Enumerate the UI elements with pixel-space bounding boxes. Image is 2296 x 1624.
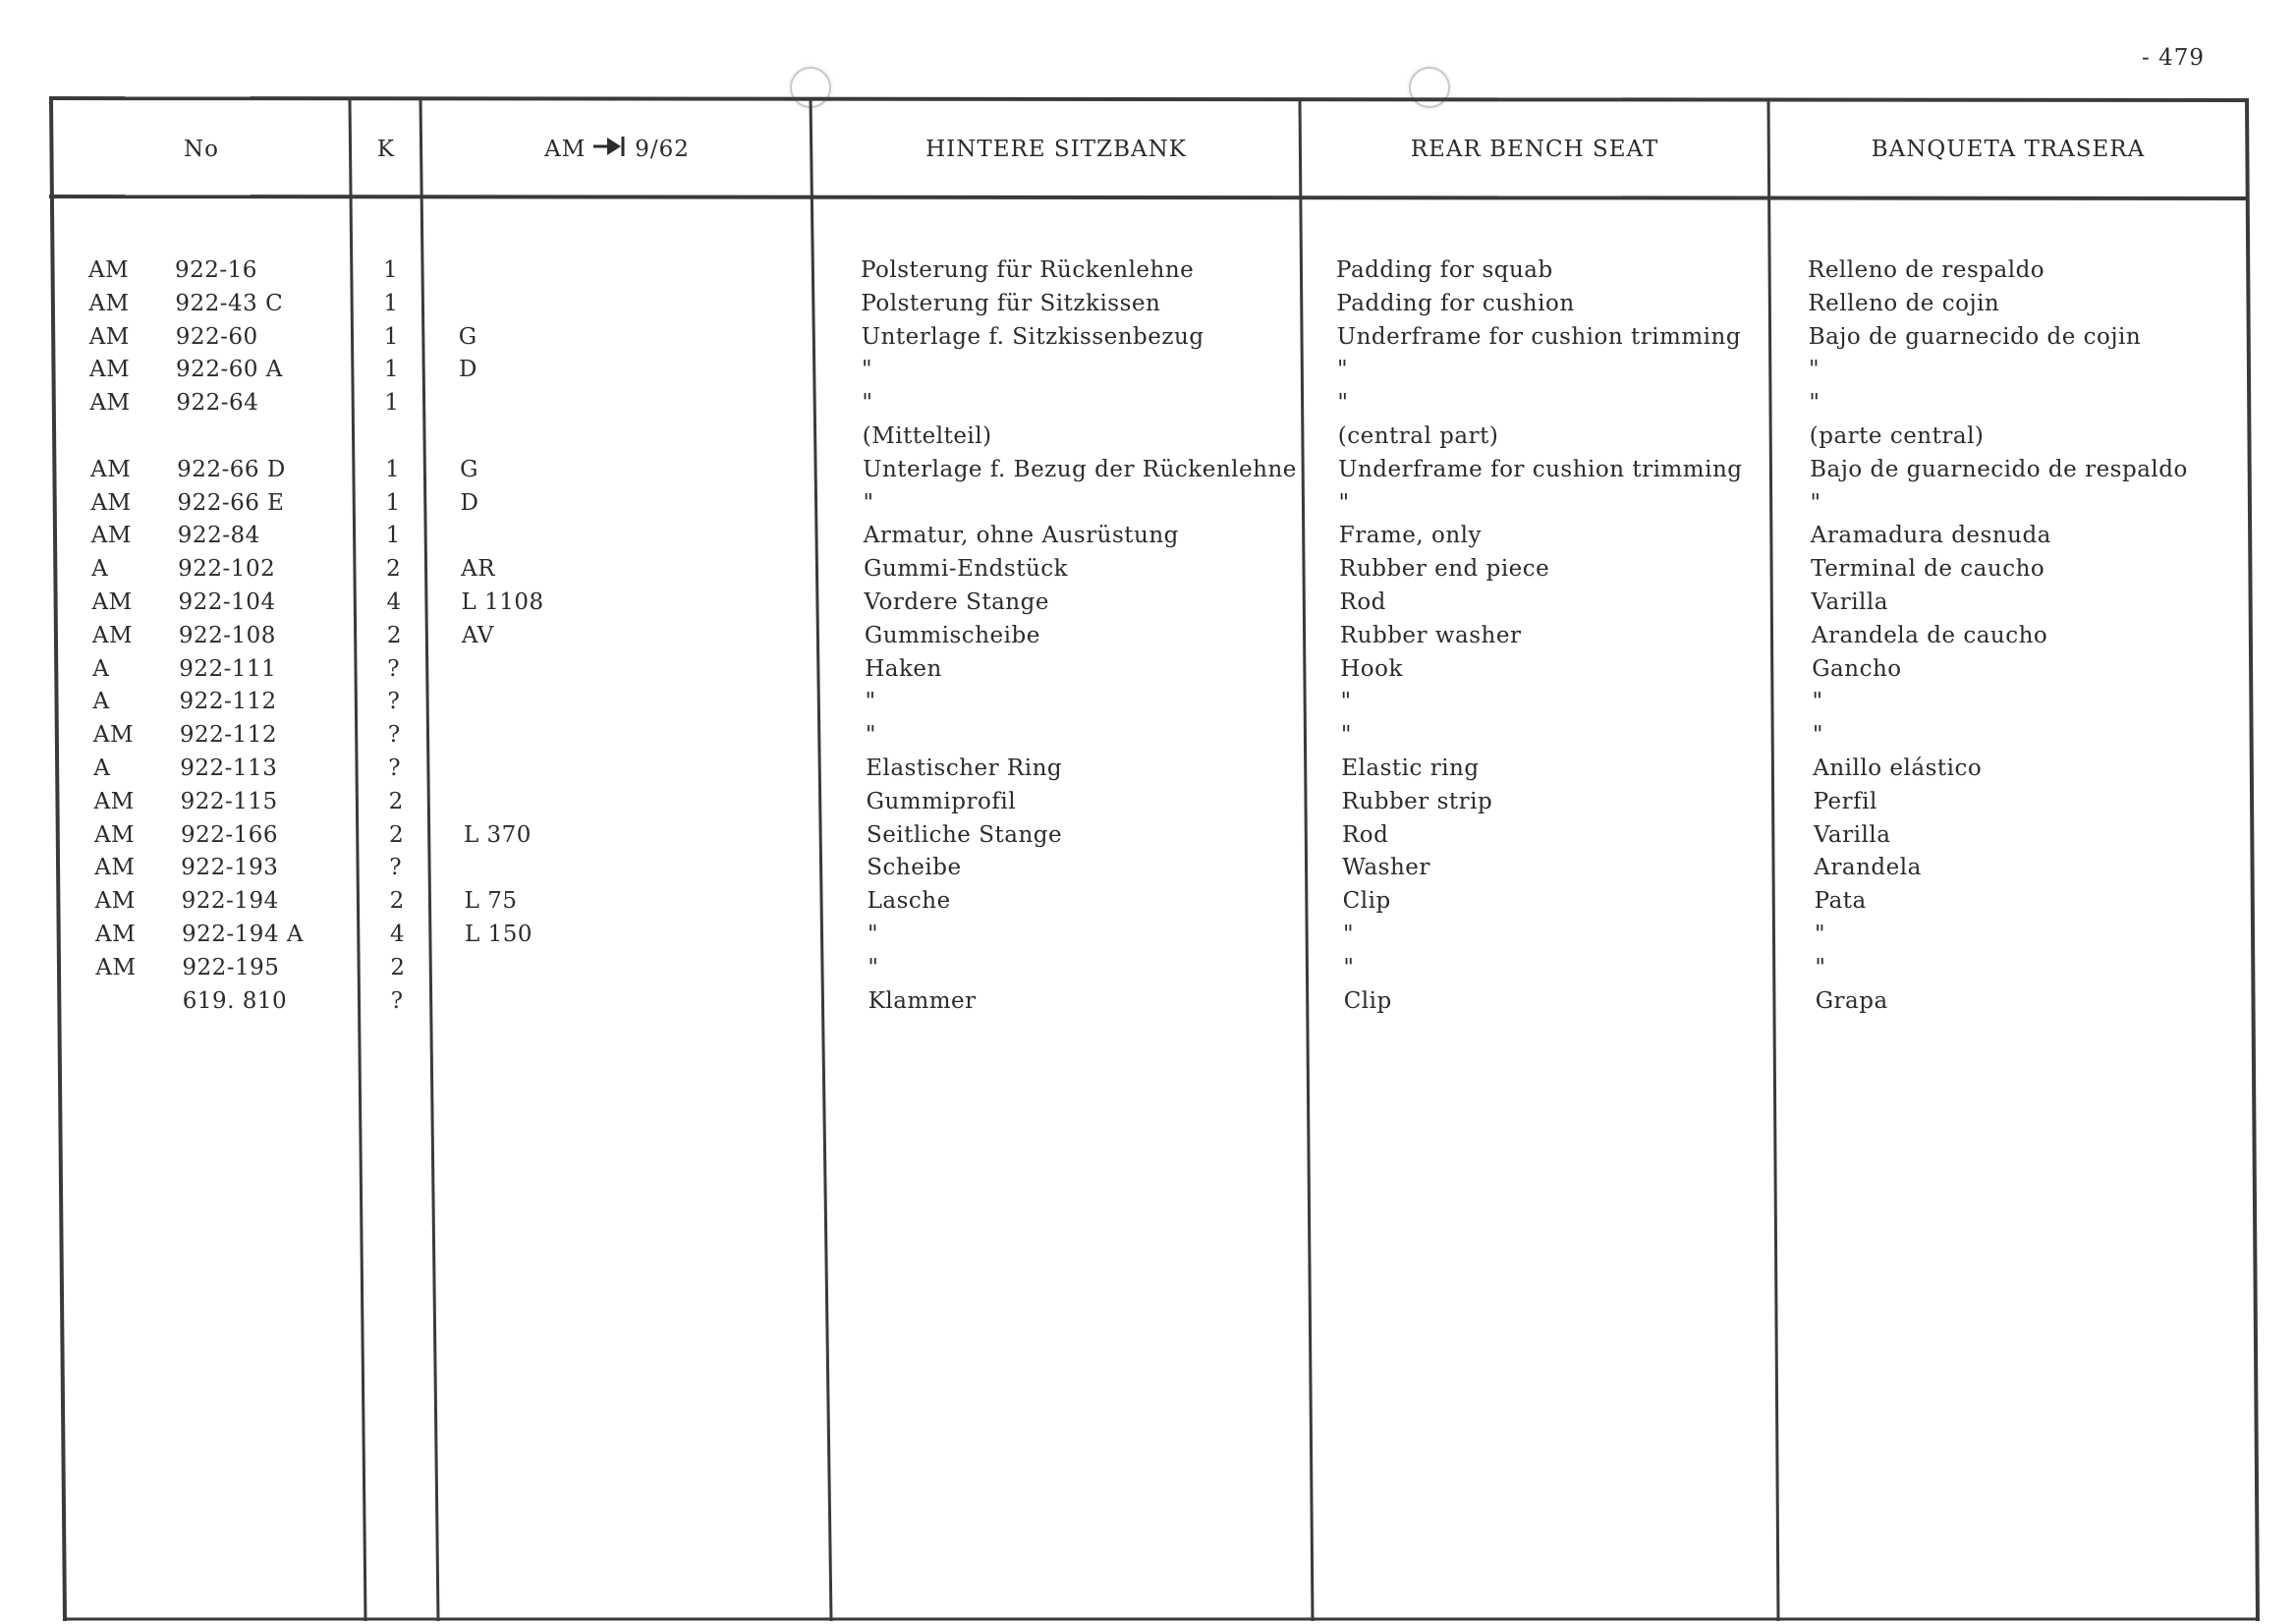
row-am-code: D [459,357,477,383]
row-prefix: AM [90,523,132,549]
row-part-number: 922-194 [181,888,279,915]
row-part-number: 922-195 [182,954,280,980]
row-spanish: Arandela [1814,855,1922,881]
row-english: " [1340,689,1352,715]
row-prefix: A [92,689,110,715]
row-part-number: 619. 810 [182,987,288,1014]
row-german: " [868,954,879,980]
row-prefix: AM [91,622,134,648]
row-quantity: ? [389,855,403,881]
row-spanish: " [1815,954,1826,980]
row-part-number: 922-166 [180,821,279,848]
row-am-code: AV [461,622,494,648]
row-spanish: " [1809,390,1820,417]
row-english: Underframe for cushion trimming [1336,323,1742,350]
row-german: Seitliche Stange [866,821,1063,848]
row-part-number: 922-112 [179,722,277,749]
row-prefix: A [92,655,110,682]
row-german: Klammer [868,987,977,1014]
row-part-number: 922-112 [179,689,277,715]
row-german: Polsterung für Rückenlehne [861,257,1195,283]
row-german: Polsterung für Sitzkissen [861,290,1161,316]
row-quantity: 1 [384,357,400,383]
row-english: " [1337,390,1349,417]
row-part-number: 922-113 [180,756,278,781]
row-quantity: 2 [386,622,402,648]
row-german: Lasche [867,888,951,915]
row-spanish: Aramadura desnuda [1810,523,2051,549]
row-part-number: 922-60 [175,323,258,350]
row-english: Elastic ring [1341,756,1480,781]
row-prefix: AM [95,954,137,980]
row-part-number: 922-84 [177,523,260,549]
row-english: Frame, only [1338,523,1483,549]
row-am-code: AR [461,556,496,583]
row-am-code: D [460,489,479,516]
row-spanish: Perfil [1813,788,1877,814]
row-english: Rubber end piece [1339,556,1550,583]
row-german: Gummischeibe [864,622,1040,648]
row-prefix: AM [89,390,131,417]
row-quantity: 4 [386,589,402,615]
row-part-number: 922-115 [180,788,278,814]
row-spanish: " [1812,689,1823,715]
header-k: K [376,137,396,162]
row-german: " [868,922,879,947]
row-part-number: 922-43 C [175,290,284,316]
row-quantity: ? [388,756,402,781]
row-part-number: 922-194 A [182,922,304,947]
row-spanish: " [1810,489,1821,516]
row-german: Gummi-Endstück [864,556,1069,583]
arrow-to-bar-icon [591,135,629,164]
row-quantity: 1 [384,390,400,417]
row-english: Padding for squab [1336,257,1553,283]
row-prefix: AM [93,788,135,814]
row-part-number: 922-102 [178,556,276,583]
row-spanish: (parte central) [1809,423,1985,449]
row-am-code: L 1108 [461,589,544,615]
header-am [422,98,812,200]
row-part-number: 922-64 [176,390,259,417]
row-quantity: 2 [388,788,404,814]
row-prefix: AM [95,922,137,947]
row-prefix: A [91,556,109,583]
header-english: REAR BENCH SEAT [1410,137,1659,162]
row-english: Padding for cushion [1336,290,1575,316]
row-quantity: 1 [383,290,399,316]
row-spanish: Bajo de guarnecido de cojin [1808,323,2142,350]
row-spanish: Pata [1814,888,1867,915]
row-german: Vordere Stange [864,589,1049,615]
row-prefix: AM [91,589,133,615]
row-am-code: L 370 [463,821,532,848]
row-quantity: 1 [383,323,399,350]
row-english: Rod [1339,589,1386,615]
header-german: HINTERE SITZBANK [925,137,1187,162]
row-spanish: " [1815,922,1826,947]
row-quantity: 2 [390,954,406,980]
row-spanish: " [1812,722,1823,749]
row-prefix: AM [88,290,130,316]
row-quantity: ? [387,655,401,682]
row-quantity: 1 [385,523,401,549]
row-am-code: L 150 [465,922,532,947]
row-spanish: Gancho [1812,655,1902,682]
row-spanish: Relleno de respaldo [1808,257,2045,283]
row-am-code: L 75 [464,888,518,915]
row-quantity: 2 [389,888,405,915]
row-spanish: Grapa [1815,987,1888,1014]
row-english: Rubber strip [1341,788,1493,814]
row-german: Unterlage f. Bezug der Rückenlehne [863,456,1297,482]
row-quantity: ? [387,689,401,715]
row-prefix: AM [93,821,136,848]
row-german: " [865,689,876,715]
row-english: Clip [1343,987,1392,1014]
row-german: " [863,489,874,516]
row-part-number: 922-108 [178,622,276,648]
row-german: " [862,357,873,383]
row-english: Hook [1340,655,1403,682]
row-english: Rod [1341,821,1389,848]
row-german: Gummiprofil [866,788,1017,814]
row-english: Washer [1342,855,1430,881]
row-german: Scheibe [867,855,962,881]
row-spanish: Bajo de guarnecido de respaldo [1810,456,2188,482]
header-am-suffix: 9/62 [635,137,690,162]
row-english: " [1343,922,1355,947]
row-prefix: AM [90,489,132,516]
row-prefix: AM [88,323,130,350]
row-spanish: Anillo elástico [1813,756,1983,781]
row-quantity: 2 [388,821,405,848]
row-part-number: 922-60 A [176,357,283,383]
row-prefix: A [93,756,111,781]
row-part-number: 922-16 [175,257,257,283]
row-part-number: 922-66 E [177,489,285,516]
header-am-prefix: AM [544,137,587,162]
row-german: (Mittelteil) [862,423,992,449]
row-english: Rubber washer [1339,622,1522,648]
row-spanish: Relleno de cojin [1808,290,2000,316]
row-prefix: AM [94,888,136,915]
row-part-number: 922-193 [181,855,279,881]
row-german: Elastischer Ring [866,756,1063,781]
header-no: No [184,137,219,162]
row-english: Clip [1342,888,1391,915]
row-german: " [865,722,876,749]
row-german: Armatur, ohne Ausrüstung [863,523,1179,549]
row-part-number: 922-111 [179,655,277,682]
row-part-number: 922-66 D [177,456,286,482]
row-english: " [1337,357,1349,383]
row-spanish: Varilla [1813,821,1891,848]
header-spanish: BANQUETA TRASERA [1871,137,2146,162]
row-german: Unterlage f. Sitzkissenbezug [861,323,1204,350]
row-am-code: G [460,456,478,482]
row-quantity: 1 [385,489,401,516]
row-quantity: ? [387,722,401,749]
page-number: - 479 [2142,45,2205,71]
row-english: Underframe for cushion trimming [1338,456,1743,482]
row-quantity: 4 [390,922,406,947]
row-prefix: AM [94,855,136,881]
row-prefix: AM [92,722,135,749]
row-english: " [1343,954,1355,980]
row-english: " [1340,722,1352,749]
row-quantity: 1 [385,456,401,482]
row-spanish: Arandela de caucho [1811,622,2048,648]
row-am-code: G [458,323,477,350]
row-english: " [1338,489,1350,516]
row-quantity: ? [390,987,404,1014]
row-spanish: " [1809,357,1820,383]
row-spanish: Varilla [1811,589,1888,615]
row-spanish: Terminal de caucho [1811,556,2045,583]
row-english: (central part) [1337,423,1499,449]
row-quantity: 1 [383,257,399,283]
row-prefix: AM [88,257,130,283]
row-prefix: AM [89,357,131,383]
row-quantity: 2 [386,556,402,583]
row-part-number: 922-104 [178,589,276,615]
row-german: " [862,390,873,417]
row-german: Haken [865,655,942,682]
row-prefix: AM [90,456,132,482]
